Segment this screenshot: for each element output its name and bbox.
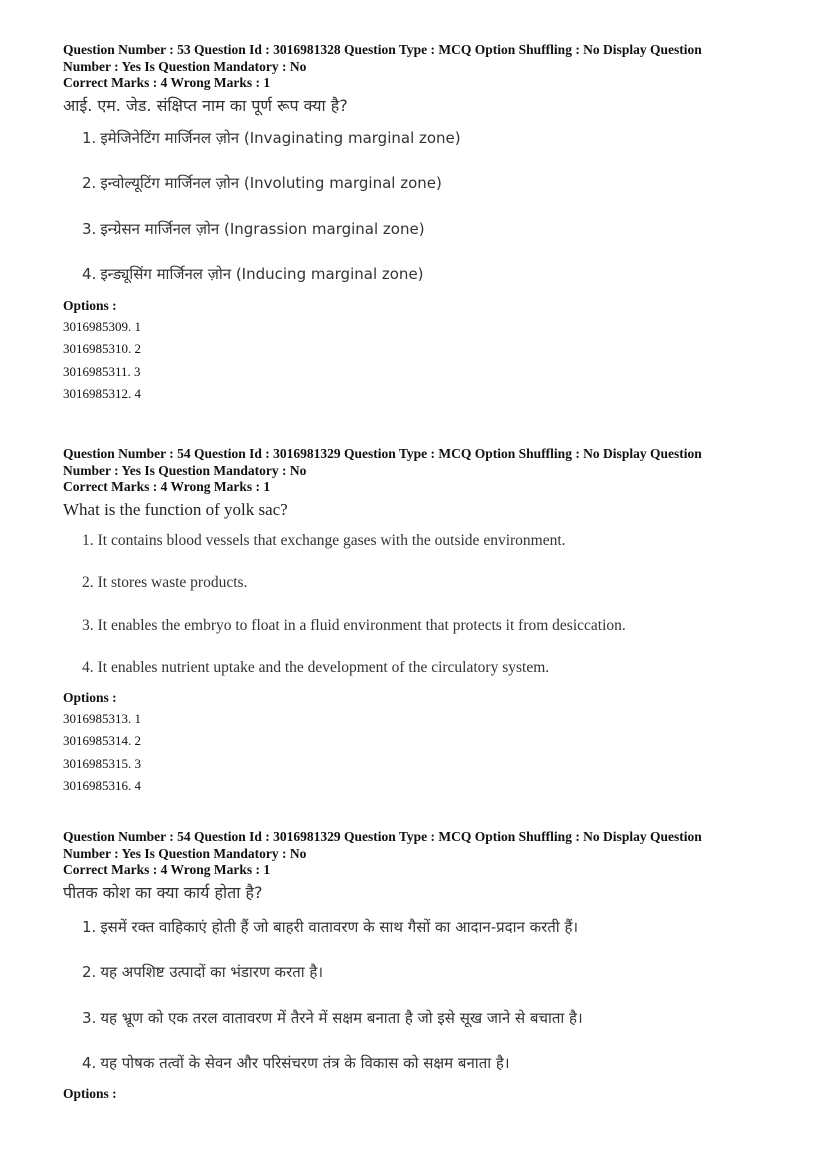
question-meta (63, 42, 763, 92)
option-id: 3016985312. 4 (63, 386, 141, 401)
question-text: आई. एम. जेड. संक्षिप्त नाम का पूर्ण रूप क्या है? (63, 95, 348, 115)
option-id-list (63, 316, 763, 406)
choice-text: It enables the embryo to float in a fluid environment that protects it from desiccation. (97, 616, 626, 634)
option-id: 3016985310. 2 (63, 341, 141, 356)
option-id: 3016985314. 2 (63, 733, 141, 748)
options-label: Options : (63, 1085, 117, 1101)
option-id: 3016985315. 3 (63, 755, 141, 771)
choice-number: 3. (82, 616, 94, 634)
choice-number: 4. (82, 1054, 97, 1072)
choice-number: 2. (82, 174, 97, 192)
meta-line: Number : Yes Is Question Mandatory : No (63, 462, 307, 478)
choice-text: यह अपशिष्ट उत्पादों का भंडारण करता है। (100, 963, 324, 981)
question-block (63, 829, 763, 1102)
marks-line: Correct Marks : 4 Wrong Marks : 1 (63, 862, 271, 877)
question-text: पीतक कोश का क्या कार्य होता है? (63, 882, 263, 902)
option-id: 3016985316. 4 (63, 778, 141, 793)
meta-line: Question Number : 53 Question Id : 3016981328 Question Type : MCQ Option Shuffling : No Display Question (63, 42, 702, 57)
choice-text: इन्ड्यूसिंग मार्जिनल ज़ोन (Inducing marginal zone) (100, 265, 424, 283)
question-block (63, 42, 763, 446)
question-meta (63, 829, 763, 879)
marks-line: Correct Marks : 4 Wrong Marks : 1 (63, 75, 271, 90)
choice-item (82, 526, 763, 569)
choice-text: यह पोषक तत्वों के सेवन और परिसंचरण तंत्र के विकास को सक्षम बनाता है। (100, 1054, 510, 1072)
choice-text: It enables nutrient uptake and the development of the circulatory system. (97, 659, 550, 676)
option-id: 3016985313. 1 (63, 710, 141, 726)
choice-number: 2. (82, 963, 97, 981)
options-label: Options : (63, 297, 117, 313)
choice-item (82, 1001, 763, 1047)
option-id-list (63, 708, 763, 798)
choice-text: It contains blood vessels that exchange gases with the outside environment. (97, 531, 566, 549)
meta-line: Question Number : 54 Question Id : 3016981329 Question Type : MCQ Option Shuffling : No Display Question (63, 446, 702, 461)
document-page (63, 42, 763, 1102)
choice-text: It stores waste products. (97, 574, 248, 591)
choice-text: यह भ्रूण को एक तरल वातावरण में तैरने में सक्षम बनाता है जो इसे सूख जाने से बचाता है। (100, 1008, 583, 1027)
choice-number: 4. (82, 265, 97, 283)
choice-number: 4. (82, 659, 94, 676)
question-block (63, 446, 763, 829)
choice-number: 1. (82, 917, 97, 936)
choice-text: इन्ग्रेसन मार्जिनल ज़ोन (Ingrassion marginal zone) (100, 219, 425, 238)
choice-text: इमेजिनेटिंग मार्जिनल ज़ोन (Invaginating marginal zone) (100, 128, 461, 147)
choice-text: इन्वोल्यूटिंग मार्जिनल ज़ोन (Involuting marginal zone) (100, 174, 442, 192)
choice-number: 3. (82, 1008, 97, 1027)
choice-text: इसमें रक्त वाहिकाएं होती हैं जो बाहरी वातावरण के साथ गैसों का आदान-प्रदान करती हैं। (100, 917, 579, 936)
question-text: What is the function of yolk sac? (63, 499, 288, 519)
choice-list (63, 910, 763, 1092)
choice-item (82, 611, 763, 654)
choice-list (63, 526, 763, 696)
choice-item (82, 122, 763, 168)
meta-line: Number : Yes Is Question Mandatory : No (63, 58, 307, 74)
option-id: 3016985311. 3 (63, 363, 141, 379)
choice-item (82, 955, 763, 1001)
choice-number: 3. (82, 219, 97, 238)
choice-item (82, 910, 763, 956)
choice-list (63, 122, 763, 304)
choice-item (82, 213, 763, 259)
meta-line: Number : Yes Is Question Mandatory : No (63, 845, 307, 861)
marks-line: Correct Marks : 4 Wrong Marks : 1 (63, 479, 271, 494)
meta-line: Question Number : 54 Question Id : 3016981329 Question Type : MCQ Option Shuffling : No Display Question (63, 829, 702, 844)
question-meta (63, 446, 763, 496)
choice-number: 2. (82, 574, 94, 591)
choice-item (82, 167, 763, 213)
option-id: 3016985309. 1 (63, 318, 141, 334)
choice-number: 1. (82, 128, 97, 147)
choice-item (82, 568, 763, 611)
options-label: Options : (63, 689, 117, 705)
choice-number: 1. (82, 531, 94, 549)
